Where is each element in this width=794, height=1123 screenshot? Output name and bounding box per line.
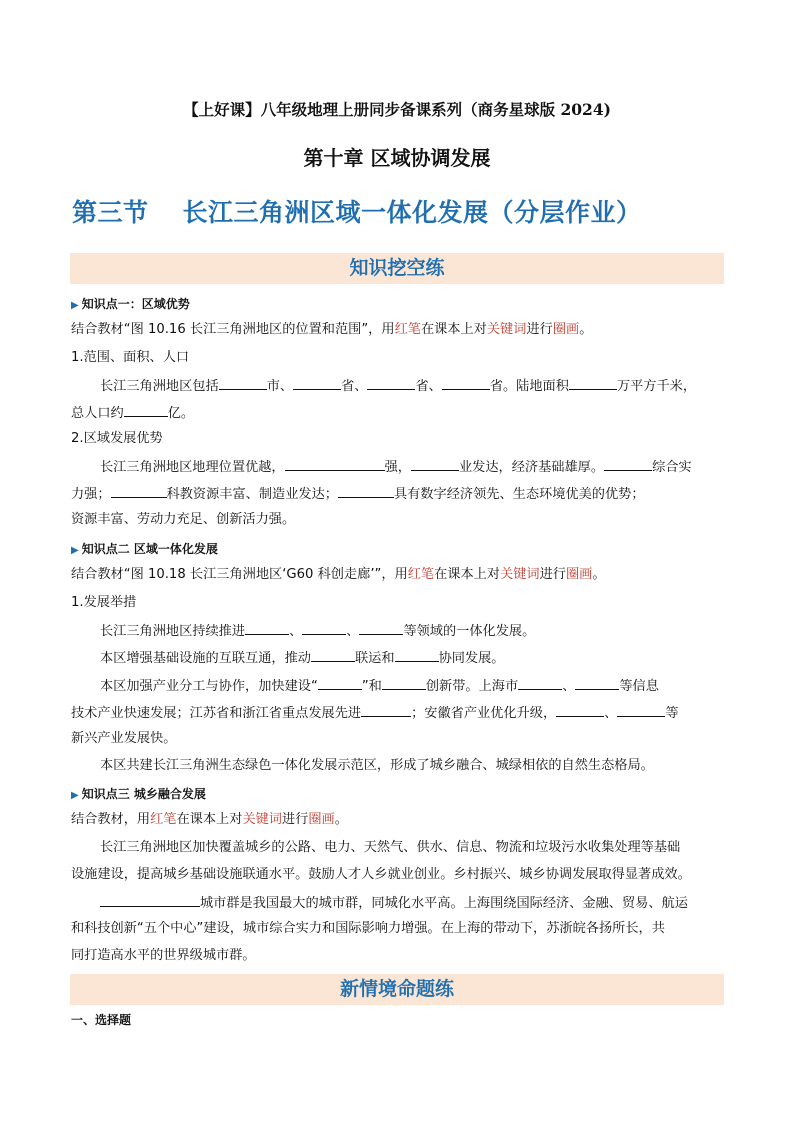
series-title: 【上好课】八年级地理上册同步备课系列（商务星球版 2024): [183, 100, 611, 119]
fill-blank[interactable]: [617, 703, 665, 717]
kp1-para2-end: 资源丰富、劳动力充足、创新活力强。: [71, 512, 296, 527]
kp1-sub2: 2.区域发展优势: [71, 431, 163, 446]
chapter-title: 第十章 区域协调发展: [303, 146, 491, 170]
kp3-intro: 结合教材，用红笔在课本上对关键词进行圈画。: [71, 812, 348, 827]
fill-blank[interactable]: [556, 703, 604, 717]
section-choice-title: 一、选择题: [71, 1013, 132, 1027]
triangle-icon: ▶: [71, 545, 79, 556]
fill-blank[interactable]: [359, 621, 403, 635]
fill-blank[interactable]: [442, 376, 490, 390]
fill-blank[interactable]: [293, 376, 341, 390]
kp1-title: [71, 295, 731, 315]
kp3-para1-cont: 设施建设，提高城乡基础设施联通水平。鼓励人才人乡就业创业。乡村振兴、城乡协调发展取得显著成效。: [71, 867, 691, 882]
knowledge-banner-title: 知识挖空练: [349, 257, 445, 279]
kp2-para3: 本区加强产业分工与协作，加快建设“ ”和 创新带。上海市 、 等信息: [100, 676, 730, 696]
fill-blank[interactable]: [311, 648, 355, 662]
kp2-para1: 长江三角洲地区持续推进 、 、 等领域的一体化发展。: [100, 621, 730, 641]
kp3-para2-cont: 和科技创新“五个中心”建设，城市综合实力和国际影响力增强。在上海的带动下，苏浙皖各扬所长，共: [71, 921, 665, 936]
fill-blank[interactable]: [302, 621, 346, 635]
fill-blank[interactable]: [318, 676, 362, 690]
section-name: 长江三角洲区域一体化发展（分层作业）: [182, 198, 642, 227]
kp3-title-text: 知识点三 城乡融合发展: [81, 787, 206, 801]
fill-blank[interactable]: [604, 457, 652, 471]
kp2-para3-cont: 技术产业快速发展；江苏省和浙江省重点发展先进 ；安徽省产业优化升级， 、 等: [71, 703, 731, 723]
fill-blank[interactable]: [411, 457, 459, 471]
kp3-para2-end: 同打造高水平的世界级城市群。: [71, 948, 256, 963]
fill-blank[interactable]: [338, 484, 394, 498]
new-context-banner: [70, 974, 724, 1005]
kp2-intro: 结合教材“图 10.18 长江三角洲地区‘G60 科创走廊’”，用红笔在课本上对关键词进行圈画。: [71, 567, 606, 582]
kp2-para3-end: 新兴产业发展快。: [71, 731, 177, 746]
section-title: [72, 196, 772, 230]
kp3-para2: 城市群是我国最大的城市群，同城化水平高。上海围绕国际经济、金融、贸易、航运: [100, 893, 730, 913]
fill-blank[interactable]: [285, 457, 385, 471]
kp3-title: [71, 785, 731, 805]
fill-blank[interactable]: [395, 648, 439, 662]
kp2-title: [71, 540, 731, 560]
fill-blank[interactable]: [382, 676, 426, 690]
kp1-para2: 长江三角洲地区地理位置优越， 强， 业发达，经济基础雄厚。 综合实: [100, 457, 730, 477]
fill-blank[interactable]: [111, 484, 167, 498]
kp1-para1: 长江三角洲地区包括 市、 省、 省、 省。陆地面积 万平方千米，: [100, 376, 730, 396]
kp1-para1-cont: 总人口约 亿。: [71, 403, 731, 423]
fill-blank[interactable]: [245, 621, 289, 635]
kp2-title-text: 知识点二 区域一体化发展: [81, 542, 218, 556]
kp2-sub1: 1.发展举措: [71, 595, 137, 610]
triangle-icon: ▶: [71, 300, 79, 311]
fill-blank[interactable]: [361, 703, 411, 717]
kp3-para1: 长江三角洲地区加快覆盖城乡的公路、电力、天然气、供水、信息、物流和垃圾污水收集处理等基础: [100, 840, 681, 855]
fill-blank[interactable]: [124, 403, 168, 417]
fill-blank[interactable]: [100, 893, 200, 907]
fill-blank[interactable]: [367, 376, 415, 390]
triangle-icon: ▶: [71, 790, 79, 801]
kp1-title-text: 知识点一：区域优势: [81, 297, 190, 311]
knowledge-banner: [70, 253, 724, 284]
section-number: 第三节: [72, 198, 149, 227]
kp2-para2: 本区增强基础设施的互联互通，推动 联运和 协同发展。: [100, 648, 730, 668]
fill-blank[interactable]: [518, 676, 562, 690]
kp2-para4: 本区共建长江三角洲生态绿色一体化发展示范区，形成了城乡融合、城绿相依的自然生态格局。: [100, 758, 654, 773]
fill-blank[interactable]: [219, 376, 267, 390]
kp1-sub1: 1.范围、面积、人口: [71, 350, 190, 365]
kp1-para2-cont: 力强； 科教资源丰富、制造业发达； 具有数字经济领先、生态环境优美的优势；: [71, 484, 731, 504]
kp1-intro: 结合教材“图 10.16 长江三角洲地区的位置和范围”，用红笔在课本上对关键词进行圈画。: [71, 322, 593, 337]
new-context-banner-title: 新情境命题练: [339, 978, 454, 1000]
fill-blank[interactable]: [569, 376, 617, 390]
fill-blank[interactable]: [575, 676, 619, 690]
